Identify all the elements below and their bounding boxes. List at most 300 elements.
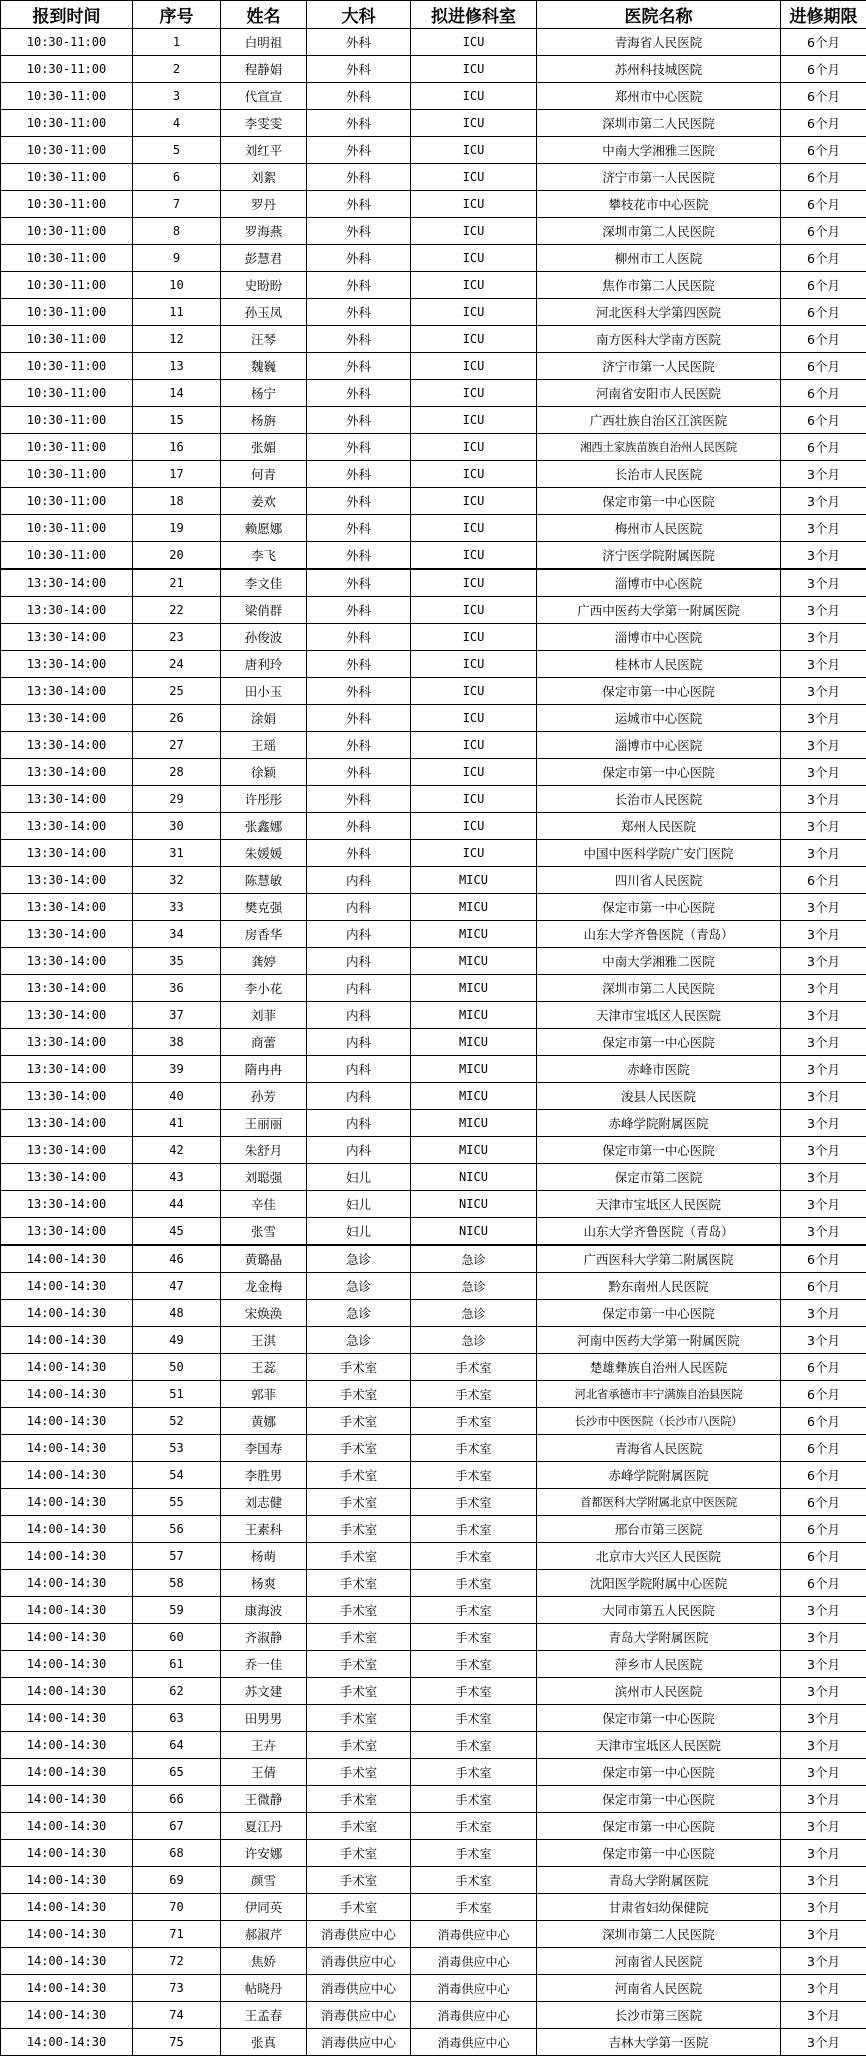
- cell-target-department: 消毒供应中心: [411, 2029, 537, 2056]
- table-row: [1, 110, 866, 137]
- cell-report-time: 14:00-14:30: [1, 1516, 133, 1543]
- cell-department-group: 妇儿: [307, 1191, 411, 1218]
- cell-serial-number: 61: [133, 1651, 221, 1678]
- cell-report-time: 10:30-11:00: [1, 83, 133, 110]
- cell-duration: 3个月: [781, 542, 866, 570]
- cell-duration: 3个月: [781, 569, 866, 597]
- cell-target-department: MICU: [411, 975, 537, 1002]
- cell-duration: 6个月: [781, 1245, 866, 1273]
- cell-hospital-name: 萍乡市人民医院: [537, 1651, 781, 1678]
- cell-department-group: 外科: [307, 56, 411, 83]
- cell-report-time: 13:30-14:00: [1, 840, 133, 867]
- cell-duration: 3个月: [781, 1705, 866, 1732]
- cell-target-department: ICU: [411, 110, 537, 137]
- cell-name: 代宣宣: [221, 83, 307, 110]
- cell-target-department: ICU: [411, 515, 537, 542]
- cell-name: 李国寿: [221, 1435, 307, 1462]
- cell-hospital-name: 山东大学齐鲁医院（青岛）: [537, 921, 781, 948]
- cell-name: 郝淑芹: [221, 1921, 307, 1948]
- cell-serial-number: 44: [133, 1191, 221, 1218]
- header-department-group: 大科: [307, 1, 411, 29]
- table-row: [1, 1867, 866, 1894]
- cell-target-department: ICU: [411, 164, 537, 191]
- cell-name: 刘红平: [221, 137, 307, 164]
- cell-hospital-name: 中国中医科学院广安门医院: [537, 840, 781, 867]
- cell-serial-number: 9: [133, 245, 221, 272]
- cell-hospital-name: 济宁医学院附属医院: [537, 542, 781, 570]
- table-row: [1, 1002, 866, 1029]
- cell-report-time: 10:30-11:00: [1, 380, 133, 407]
- cell-department-group: 急诊: [307, 1273, 411, 1300]
- table-row: [1, 1273, 866, 1300]
- cell-serial-number: 22: [133, 597, 221, 624]
- table-row: [1, 1245, 866, 1273]
- cell-name: 彭慧君: [221, 245, 307, 272]
- cell-name: 伊同英: [221, 1894, 307, 1921]
- cell-target-department: NICU: [411, 1191, 537, 1218]
- table-row: [1, 542, 866, 570]
- cell-name: 杨宁: [221, 380, 307, 407]
- cell-report-time: 14:00-14:30: [1, 1759, 133, 1786]
- cell-department-group: 外科: [307, 569, 411, 597]
- table-row: [1, 434, 866, 461]
- table-row: [1, 651, 866, 678]
- cell-duration: 6个月: [781, 1381, 866, 1408]
- cell-target-department: 手术室: [411, 1435, 537, 1462]
- cell-serial-number: 33: [133, 894, 221, 921]
- cell-serial-number: 30: [133, 813, 221, 840]
- cell-report-time: 14:00-14:30: [1, 1543, 133, 1570]
- cell-name: 康海波: [221, 1597, 307, 1624]
- cell-hospital-name: 保定市第一中心医院: [537, 894, 781, 921]
- cell-target-department: 手术室: [411, 1408, 537, 1435]
- table-row: [1, 218, 866, 245]
- cell-name: 田男男: [221, 1705, 307, 1732]
- table-row: [1, 407, 866, 434]
- cell-report-time: 14:00-14:30: [1, 2029, 133, 2056]
- cell-department-group: 内科: [307, 975, 411, 1002]
- table-row: [1, 191, 866, 218]
- cell-target-department: ICU: [411, 29, 537, 56]
- cell-serial-number: 66: [133, 1786, 221, 1813]
- cell-hospital-name: 保定市第一中心医院: [537, 1705, 781, 1732]
- cell-report-time: 14:00-14:30: [1, 1327, 133, 1354]
- cell-name: 王瑶: [221, 732, 307, 759]
- cell-department-group: 内科: [307, 948, 411, 975]
- cell-target-department: 手术室: [411, 1381, 537, 1408]
- cell-hospital-name: 青岛大学附属医院: [537, 1624, 781, 1651]
- cell-department-group: 手术室: [307, 1597, 411, 1624]
- cell-duration: 3个月: [781, 1813, 866, 1840]
- cell-name: 王倩: [221, 1759, 307, 1786]
- cell-name: 焦娇: [221, 1948, 307, 1975]
- cell-duration: 6个月: [781, 434, 866, 461]
- cell-target-department: ICU: [411, 813, 537, 840]
- table-row: [1, 786, 866, 813]
- cell-hospital-name: 中南大学湘雅二医院: [537, 948, 781, 975]
- cell-serial-number: 31: [133, 840, 221, 867]
- cell-hospital-name: 河北医科大学第四医院: [537, 299, 781, 326]
- cell-serial-number: 2: [133, 56, 221, 83]
- cell-report-time: 13:30-14:00: [1, 1164, 133, 1191]
- cell-hospital-name: 保定市第一中心医院: [537, 1840, 781, 1867]
- cell-hospital-name: 保定市第一中心医院: [537, 1300, 781, 1327]
- cell-report-time: 14:00-14:30: [1, 1300, 133, 1327]
- cell-hospital-name: 保定市第一中心医院: [537, 1759, 781, 1786]
- cell-duration: 3个月: [781, 2002, 866, 2029]
- cell-department-group: 外科: [307, 353, 411, 380]
- cell-report-time: 13:30-14:00: [1, 786, 133, 813]
- cell-report-time: 14:00-14:30: [1, 1894, 133, 1921]
- cell-report-time: 10:30-11:00: [1, 245, 133, 272]
- cell-serial-number: 49: [133, 1327, 221, 1354]
- table-row: [1, 1354, 866, 1381]
- cell-duration: 6个月: [781, 380, 866, 407]
- cell-department-group: 外科: [307, 624, 411, 651]
- cell-hospital-name: 保定市第一中心医院: [537, 1813, 781, 1840]
- cell-report-time: 13:30-14:00: [1, 975, 133, 1002]
- cell-target-department: 手术室: [411, 1462, 537, 1489]
- cell-department-group: 外科: [307, 705, 411, 732]
- cell-hospital-name: 广西医科大学第二附属医院: [537, 1245, 781, 1273]
- cell-duration: 3个月: [781, 488, 866, 515]
- table-row: [1, 1570, 866, 1597]
- cell-department-group: 手术室: [307, 1651, 411, 1678]
- cell-report-time: 14:00-14:30: [1, 1948, 133, 1975]
- cell-hospital-name: 广西中医药大学第一附属医院: [537, 597, 781, 624]
- cell-report-time: 14:00-14:30: [1, 1651, 133, 1678]
- table-row: [1, 1759, 866, 1786]
- cell-serial-number: 13: [133, 353, 221, 380]
- cell-serial-number: 1: [133, 29, 221, 56]
- cell-department-group: 外科: [307, 326, 411, 353]
- cell-target-department: 手术室: [411, 1786, 537, 1813]
- cell-target-department: MICU: [411, 867, 537, 894]
- cell-hospital-name: 北京市大兴区人民医院: [537, 1543, 781, 1570]
- cell-serial-number: 37: [133, 1002, 221, 1029]
- table-row: [1, 137, 866, 164]
- header-duration: 进修期限: [781, 1, 866, 29]
- table-row: [1, 1921, 866, 1948]
- table-row: [1, 272, 866, 299]
- cell-report-time: 14:00-14:30: [1, 1435, 133, 1462]
- cell-department-group: 手术室: [307, 1381, 411, 1408]
- cell-duration: 6个月: [781, 83, 866, 110]
- cell-target-department: 消毒供应中心: [411, 1975, 537, 2002]
- cell-hospital-name: 深圳市第二人民医院: [537, 218, 781, 245]
- cell-duration: 3个月: [781, 1137, 866, 1164]
- cell-duration: 6个月: [781, 1462, 866, 1489]
- table-row: [1, 1381, 866, 1408]
- cell-duration: 6个月: [781, 326, 866, 353]
- cell-report-time: 14:00-14:30: [1, 1624, 133, 1651]
- cell-hospital-name: 柳州市工人医院: [537, 245, 781, 272]
- cell-hospital-name: 焦作市第二人民医院: [537, 272, 781, 299]
- cell-serial-number: 53: [133, 1435, 221, 1462]
- cell-report-time: 10:30-11:00: [1, 299, 133, 326]
- cell-department-group: 外科: [307, 245, 411, 272]
- cell-target-department: 手术室: [411, 1867, 537, 1894]
- cell-duration: 6个月: [781, 299, 866, 326]
- cell-name: 涂娟: [221, 705, 307, 732]
- cell-duration: 3个月: [781, 624, 866, 651]
- table-row: [1, 83, 866, 110]
- cell-department-group: 外科: [307, 840, 411, 867]
- cell-target-department: ICU: [411, 651, 537, 678]
- cell-duration: 3个月: [781, 1867, 866, 1894]
- table-row: [1, 1705, 866, 1732]
- cell-name: 宋焕涣: [221, 1300, 307, 1327]
- cell-target-department: 消毒供应中心: [411, 1921, 537, 1948]
- cell-target-department: ICU: [411, 569, 537, 597]
- cell-target-department: ICU: [411, 597, 537, 624]
- cell-department-group: 内科: [307, 1137, 411, 1164]
- cell-target-department: ICU: [411, 191, 537, 218]
- cell-serial-number: 14: [133, 380, 221, 407]
- cell-department-group: 外科: [307, 380, 411, 407]
- cell-department-group: 手术室: [307, 1462, 411, 1489]
- cell-duration: 3个月: [781, 1164, 866, 1191]
- cell-hospital-name: 淄博市中心医院: [537, 732, 781, 759]
- cell-serial-number: 3: [133, 83, 221, 110]
- table-row: [1, 353, 866, 380]
- cell-name: 田小玉: [221, 678, 307, 705]
- cell-duration: 3个月: [781, 1300, 866, 1327]
- cell-target-department: ICU: [411, 299, 537, 326]
- cell-name: 刘聪强: [221, 1164, 307, 1191]
- cell-name: 王孟春: [221, 2002, 307, 2029]
- cell-department-group: 内科: [307, 921, 411, 948]
- cell-target-department: ICU: [411, 542, 537, 570]
- cell-hospital-name: 保定市第一中心医院: [537, 1786, 781, 1813]
- cell-target-department: ICU: [411, 786, 537, 813]
- cell-target-department: ICU: [411, 272, 537, 299]
- cell-hospital-name: 青海省人民医院: [537, 1435, 781, 1462]
- cell-serial-number: 64: [133, 1732, 221, 1759]
- cell-serial-number: 21: [133, 569, 221, 597]
- table-row: [1, 1164, 866, 1191]
- cell-duration: 3个月: [781, 1921, 866, 1948]
- cell-hospital-name: 梅州市人民医院: [537, 515, 781, 542]
- cell-name: 苏文建: [221, 1678, 307, 1705]
- cell-target-department: 急诊: [411, 1245, 537, 1273]
- cell-name: 龙金梅: [221, 1273, 307, 1300]
- cell-serial-number: 70: [133, 1894, 221, 1921]
- cell-department-group: 外科: [307, 299, 411, 326]
- cell-serial-number: 23: [133, 624, 221, 651]
- cell-serial-number: 25: [133, 678, 221, 705]
- table-row: [1, 245, 866, 272]
- cell-duration: 3个月: [781, 1975, 866, 2002]
- cell-report-time: 14:00-14:30: [1, 1354, 133, 1381]
- cell-hospital-name: 攀枝花市中心医院: [537, 191, 781, 218]
- cell-target-department: 消毒供应中心: [411, 2002, 537, 2029]
- cell-serial-number: 72: [133, 1948, 221, 1975]
- cell-report-time: 13:30-14:00: [1, 867, 133, 894]
- cell-hospital-name: 淄博市中心医院: [537, 624, 781, 651]
- table-row: [1, 2002, 866, 2029]
- cell-duration: 3个月: [781, 1083, 866, 1110]
- table-row: [1, 515, 866, 542]
- cell-duration: 6个月: [781, 29, 866, 56]
- cell-department-group: 手术室: [307, 1705, 411, 1732]
- table-row: [1, 1435, 866, 1462]
- cell-duration: 6个月: [781, 1408, 866, 1435]
- cell-department-group: 急诊: [307, 1245, 411, 1273]
- cell-duration: 3个月: [781, 597, 866, 624]
- cell-target-department: NICU: [411, 1218, 537, 1246]
- cell-department-group: 外科: [307, 191, 411, 218]
- header-serial-number: 序号: [133, 1, 221, 29]
- table-row: [1, 759, 866, 786]
- table-row: [1, 380, 866, 407]
- cell-hospital-name: 长治市人民医院: [537, 786, 781, 813]
- cell-report-time: 14:00-14:30: [1, 1678, 133, 1705]
- cell-department-group: 内科: [307, 1029, 411, 1056]
- cell-hospital-name: 运城市中心医院: [537, 705, 781, 732]
- cell-name: 商蕾: [221, 1029, 307, 1056]
- cell-report-time: 10:30-11:00: [1, 272, 133, 299]
- cell-target-department: ICU: [411, 353, 537, 380]
- table-row: [1, 1300, 866, 1327]
- table-row: [1, 2029, 866, 2056]
- cell-target-department: 手术室: [411, 1894, 537, 1921]
- cell-report-time: 10:30-11:00: [1, 218, 133, 245]
- cell-serial-number: 73: [133, 1975, 221, 2002]
- cell-serial-number: 28: [133, 759, 221, 786]
- table-row: [1, 1975, 866, 2002]
- cell-serial-number: 59: [133, 1597, 221, 1624]
- cell-hospital-name: 深圳市第二人民医院: [537, 975, 781, 1002]
- cell-duration: 3个月: [781, 1029, 866, 1056]
- cell-target-department: ICU: [411, 840, 537, 867]
- table-row: [1, 813, 866, 840]
- cell-name: 颜雪: [221, 1867, 307, 1894]
- cell-serial-number: 15: [133, 407, 221, 434]
- cell-serial-number: 68: [133, 1840, 221, 1867]
- cell-department-group: 外科: [307, 461, 411, 488]
- cell-hospital-name: 滨州市人民医院: [537, 1678, 781, 1705]
- cell-target-department: ICU: [411, 624, 537, 651]
- table-row: [1, 1813, 866, 1840]
- cell-name: 刘絮: [221, 164, 307, 191]
- cell-hospital-name: 天津市宝坻区人民医院: [537, 1191, 781, 1218]
- cell-duration: 3个月: [781, 786, 866, 813]
- cell-target-department: ICU: [411, 461, 537, 488]
- cell-serial-number: 43: [133, 1164, 221, 1191]
- table-row: [1, 488, 866, 515]
- cell-duration: 3个月: [781, 759, 866, 786]
- cell-report-time: 13:30-14:00: [1, 813, 133, 840]
- cell-target-department: ICU: [411, 83, 537, 110]
- cell-name: 刘菲: [221, 1002, 307, 1029]
- cell-target-department: 手术室: [411, 1516, 537, 1543]
- cell-name: 黄璐晶: [221, 1245, 307, 1273]
- cell-name: 帖晓丹: [221, 1975, 307, 2002]
- cell-department-group: 外科: [307, 813, 411, 840]
- cell-hospital-name: 济宁市第一人民医院: [537, 353, 781, 380]
- cell-report-time: 14:00-14:30: [1, 1462, 133, 1489]
- cell-serial-number: 60: [133, 1624, 221, 1651]
- cell-report-time: 13:30-14:00: [1, 948, 133, 975]
- cell-duration: 3个月: [781, 1624, 866, 1651]
- cell-department-group: 手术室: [307, 1516, 411, 1543]
- table-row: [1, 1218, 866, 1246]
- cell-name: 郭菲: [221, 1381, 307, 1408]
- cell-duration: 6个月: [781, 1489, 866, 1516]
- cell-duration: 3个月: [781, 1191, 866, 1218]
- cell-duration: 3个月: [781, 1056, 866, 1083]
- cell-target-department: 手术室: [411, 1489, 537, 1516]
- cell-department-group: 外科: [307, 515, 411, 542]
- cell-target-department: 手术室: [411, 1732, 537, 1759]
- cell-name: 樊克强: [221, 894, 307, 921]
- cell-name: 姜欢: [221, 488, 307, 515]
- cell-report-time: 14:00-14:30: [1, 1732, 133, 1759]
- cell-duration: 3个月: [781, 732, 866, 759]
- cell-duration: 6个月: [781, 272, 866, 299]
- table-row: [1, 975, 866, 1002]
- cell-duration: 6个月: [781, 1435, 866, 1462]
- cell-name: 杨萌: [221, 1543, 307, 1570]
- table-row: [1, 164, 866, 191]
- cell-serial-number: 40: [133, 1083, 221, 1110]
- cell-name: 张雪: [221, 1218, 307, 1246]
- cell-department-group: 外科: [307, 164, 411, 191]
- table-row: [1, 1137, 866, 1164]
- cell-duration: 3个月: [781, 1597, 866, 1624]
- cell-target-department: 手术室: [411, 1840, 537, 1867]
- cell-serial-number: 5: [133, 137, 221, 164]
- cell-hospital-name: 四川省人民医院: [537, 867, 781, 894]
- cell-name: 张鑫娜: [221, 813, 307, 840]
- cell-duration: 3个月: [781, 461, 866, 488]
- table-row: [1, 948, 866, 975]
- cell-name: 隋冉冉: [221, 1056, 307, 1083]
- cell-target-department: 手术室: [411, 1678, 537, 1705]
- cell-duration: 3个月: [781, 651, 866, 678]
- cell-target-department: 急诊: [411, 1300, 537, 1327]
- cell-serial-number: 69: [133, 1867, 221, 1894]
- cell-department-group: 内科: [307, 1056, 411, 1083]
- cell-name: 魏巍: [221, 353, 307, 380]
- cell-serial-number: 52: [133, 1408, 221, 1435]
- cell-name: 孙芳: [221, 1083, 307, 1110]
- cell-name: 李文佳: [221, 569, 307, 597]
- cell-name: 徐颖: [221, 759, 307, 786]
- cell-report-time: 10:30-11:00: [1, 542, 133, 570]
- cell-name: 朱舒月: [221, 1137, 307, 1164]
- cell-duration: 6个月: [781, 137, 866, 164]
- cell-hospital-name: 浚县人民医院: [537, 1083, 781, 1110]
- cell-report-time: 10:30-11:00: [1, 191, 133, 218]
- cell-serial-number: 42: [133, 1137, 221, 1164]
- table-row: [1, 597, 866, 624]
- cell-duration: 3个月: [781, 975, 866, 1002]
- cell-hospital-name: 保定市第二医院: [537, 1164, 781, 1191]
- cell-duration: 6个月: [781, 1570, 866, 1597]
- cell-hospital-name: 青岛大学附属医院: [537, 1867, 781, 1894]
- cell-duration: 6个月: [781, 1543, 866, 1570]
- cell-target-department: MICU: [411, 1083, 537, 1110]
- table-row: [1, 1624, 866, 1651]
- cell-report-time: 14:00-14:30: [1, 1597, 133, 1624]
- cell-name: 陈慧敏: [221, 867, 307, 894]
- cell-report-time: 14:00-14:30: [1, 1921, 133, 1948]
- cell-name: 王丽丽: [221, 1110, 307, 1137]
- cell-report-time: 14:00-14:30: [1, 1813, 133, 1840]
- cell-department-group: 外科: [307, 110, 411, 137]
